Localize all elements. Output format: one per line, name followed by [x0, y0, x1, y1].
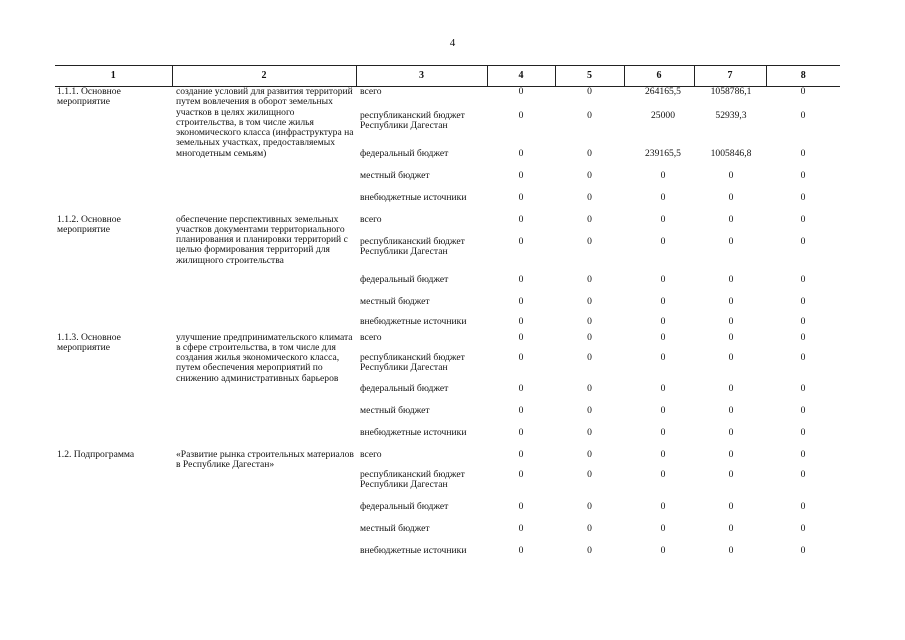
value-cell: 0 — [728, 351, 734, 363]
value-cell: 0 — [518, 213, 524, 225]
funding-source: федеральный бюджет — [360, 382, 449, 394]
value-cell: 0 — [518, 426, 524, 438]
funding-source: местный бюджет — [360, 169, 430, 181]
value-cell: 0 — [587, 331, 592, 343]
funding-source: республиканский бюджет Республики Дагестан — [360, 468, 465, 490]
value-cell: 0 — [587, 169, 592, 181]
funding-source: всего — [360, 331, 382, 343]
value-cell: 0 — [800, 351, 806, 363]
value-cell: 0 — [660, 382, 666, 394]
value-cell: 0 — [728, 213, 734, 225]
value-cell: 0 — [660, 448, 666, 460]
value-cell: 0 — [800, 404, 806, 416]
funding-source: республиканский бюджет Республики Дагестан — [360, 235, 465, 257]
value-cell: 0 — [800, 86, 806, 97]
value-cell: 0 — [587, 109, 592, 121]
value-cell: 0 — [587, 468, 592, 480]
value-cell: 0 — [800, 295, 806, 307]
value-cell: 0 — [800, 213, 806, 225]
value-cell: 0 — [518, 273, 524, 285]
value-cell: 52939,3 — [715, 109, 747, 121]
value-cell: 0 — [660, 426, 666, 438]
value-cell: 0 — [587, 191, 592, 203]
funding-source: внебюджетные источники — [360, 544, 467, 556]
value-cell: 0 — [518, 331, 524, 343]
value-cell: 0 — [518, 448, 524, 460]
row-group-description: «Развитие рынка строительных материалов в Республике Дагестан» — [176, 448, 354, 470]
value-cell: 0 — [800, 522, 806, 534]
value-cell: 0 — [518, 315, 524, 327]
column-header: 1 — [55, 66, 172, 87]
value-cell: 0 — [728, 169, 734, 181]
value-cell: 0 — [800, 382, 806, 394]
table-row — [55, 450, 840, 470]
value-cell: 0 — [660, 273, 666, 285]
column-header: 3 — [356, 66, 487, 87]
value-cell: 0 — [728, 315, 734, 327]
value-cell: 0 — [728, 404, 734, 416]
budget-table — [55, 65, 840, 568]
value-cell: 0 — [800, 331, 806, 343]
value-cell: 0 — [800, 468, 806, 480]
value-cell: 0 — [660, 191, 666, 203]
value-cell: 0 — [800, 544, 806, 556]
column-header: 8 — [766, 66, 840, 87]
value-cell: 0 — [587, 500, 592, 512]
value-cell: 0 — [728, 331, 734, 343]
value-cell: 0 — [660, 522, 666, 534]
value-cell: 0 — [660, 331, 666, 343]
value-cell: 0 — [587, 351, 592, 363]
value-cell: 0 — [518, 86, 524, 97]
funding-source: республиканский бюджет Республики Дагестан — [360, 109, 465, 131]
value-cell: 0 — [587, 426, 592, 438]
column-header: 4 — [487, 66, 555, 87]
value-cell: 0 — [518, 382, 524, 394]
value-cell: 0 — [518, 295, 524, 307]
value-cell: 0 — [587, 273, 592, 285]
value-cell: 0 — [587, 382, 592, 394]
value-cell: 0 — [587, 295, 592, 307]
funding-source: федеральный бюджет — [360, 500, 449, 512]
value-cell: 0 — [660, 213, 666, 225]
funding-source: местный бюджет — [360, 522, 430, 534]
value-cell: 0 — [800, 500, 806, 512]
value-cell: 0 — [660, 500, 666, 512]
value-cell: 0 — [518, 109, 524, 121]
column-header: 6 — [624, 66, 694, 87]
value-cell: 0 — [518, 522, 524, 534]
value-cell: 0 — [800, 273, 806, 285]
value-cell: 0 — [728, 273, 734, 285]
value-cell: 0 — [587, 544, 592, 556]
value-cell: 0 — [660, 404, 666, 416]
value-cell: 25000 — [651, 109, 675, 121]
row-group-description: создание условий для развития территорий путем вовлечения в оборот земельных участков в целях жилищного строительства, в том числе жилья экономического класса (инфраструктура на земельных участках, предоставляемых многодетным семьям) — [176, 86, 354, 159]
value-cell: 0 — [728, 448, 734, 460]
value-cell: 0 — [518, 235, 524, 247]
value-cell: 0 — [728, 191, 734, 203]
funding-source: внебюджетные источники — [360, 426, 467, 438]
table-row — [55, 333, 840, 353]
value-cell: 1058786,1 — [710, 86, 752, 97]
value-cell: 0 — [800, 109, 806, 121]
funding-source: федеральный бюджет — [360, 273, 449, 285]
value-cell: 0 — [728, 295, 734, 307]
value-cell: 0 — [800, 191, 806, 203]
value-cell: 0 — [728, 544, 734, 556]
value-cell: 0 — [660, 315, 666, 327]
funding-source: местный бюджет — [360, 295, 430, 307]
value-cell: 0 — [660, 295, 666, 307]
value-cell: 0 — [518, 544, 524, 556]
value-cell: 0 — [587, 448, 592, 460]
value-cell: 0 — [660, 235, 666, 247]
value-cell: 0 — [587, 213, 592, 225]
value-cell: 0 — [518, 169, 524, 181]
value-cell: 0 — [800, 169, 806, 181]
value-cell: 0 — [587, 235, 592, 247]
table-row — [55, 87, 840, 111]
value-cell: 0 — [660, 468, 666, 480]
value-cell: 0 — [518, 404, 524, 416]
table-body — [55, 87, 840, 568]
value-cell: 239165,5 — [645, 147, 681, 159]
funding-source: всего — [360, 213, 382, 225]
funding-source: всего — [360, 448, 382, 460]
value-cell: 0 — [660, 544, 666, 556]
value-cell: 0 — [800, 235, 806, 247]
value-cell: 1005846,8 — [710, 147, 752, 159]
value-cell: 0 — [587, 522, 592, 534]
funding-source: всего — [360, 86, 382, 97]
value-cell: 0 — [728, 468, 734, 480]
value-cell: 0 — [518, 351, 524, 363]
funding-source: федеральный бюджет — [360, 147, 449, 159]
value-cell: 0 — [728, 426, 734, 438]
value-cell: 0 — [587, 86, 592, 97]
value-cell: 0 — [518, 191, 524, 203]
funding-source: внебюджетные источники — [360, 315, 467, 327]
value-cell: 0 — [800, 426, 806, 438]
row-group-name: 1.1.2. Основное мероприятие — [57, 213, 121, 235]
value-cell: 0 — [660, 169, 666, 181]
value-cell: 0 — [728, 500, 734, 512]
row-group-name: 1.1.3. Основное мероприятие — [57, 331, 121, 353]
value-cell: 0 — [587, 404, 592, 416]
funding-source: внебюджетные источники — [360, 191, 467, 203]
value-cell: 264165,5 — [645, 86, 681, 97]
value-cell: 0 — [587, 147, 592, 159]
value-cell: 0 — [660, 351, 666, 363]
value-cell: 0 — [800, 448, 806, 460]
table-row — [55, 215, 840, 237]
page-number: 4 — [449, 37, 456, 49]
column-header: 5 — [555, 66, 624, 87]
value-cell: 0 — [800, 315, 806, 327]
row-group-description: улучшение предпринимательского климата в сфере строительства, в том числе для создания жилья экономического класса, путем обеспечения мероприятий по снижению административных барьеров — [176, 331, 353, 384]
value-cell: 0 — [800, 147, 806, 159]
funding-source: республиканский бюджет Республики Дагестан — [360, 351, 465, 373]
value-cell: 0 — [728, 235, 734, 247]
column-header: 2 — [172, 66, 356, 87]
value-cell: 0 — [518, 468, 524, 480]
row-group-name: 1.1.1. Основное мероприятие — [57, 86, 121, 108]
row-group-name: 1.2. Подпрограмма — [57, 448, 135, 460]
table-header-row — [55, 66, 840, 87]
funding-source: местный бюджет — [360, 404, 430, 416]
column-header: 7 — [694, 66, 766, 87]
value-cell: 0 — [518, 500, 524, 512]
row-group-description: обеспечение перспективных земельных участков документами территориального планирования и планировки территорий с целью формирования территорий для жилищного строительства — [176, 213, 348, 266]
value-cell: 0 — [518, 147, 524, 159]
value-cell: 0 — [728, 382, 734, 394]
value-cell: 0 — [587, 315, 592, 327]
value-cell: 0 — [728, 522, 734, 534]
